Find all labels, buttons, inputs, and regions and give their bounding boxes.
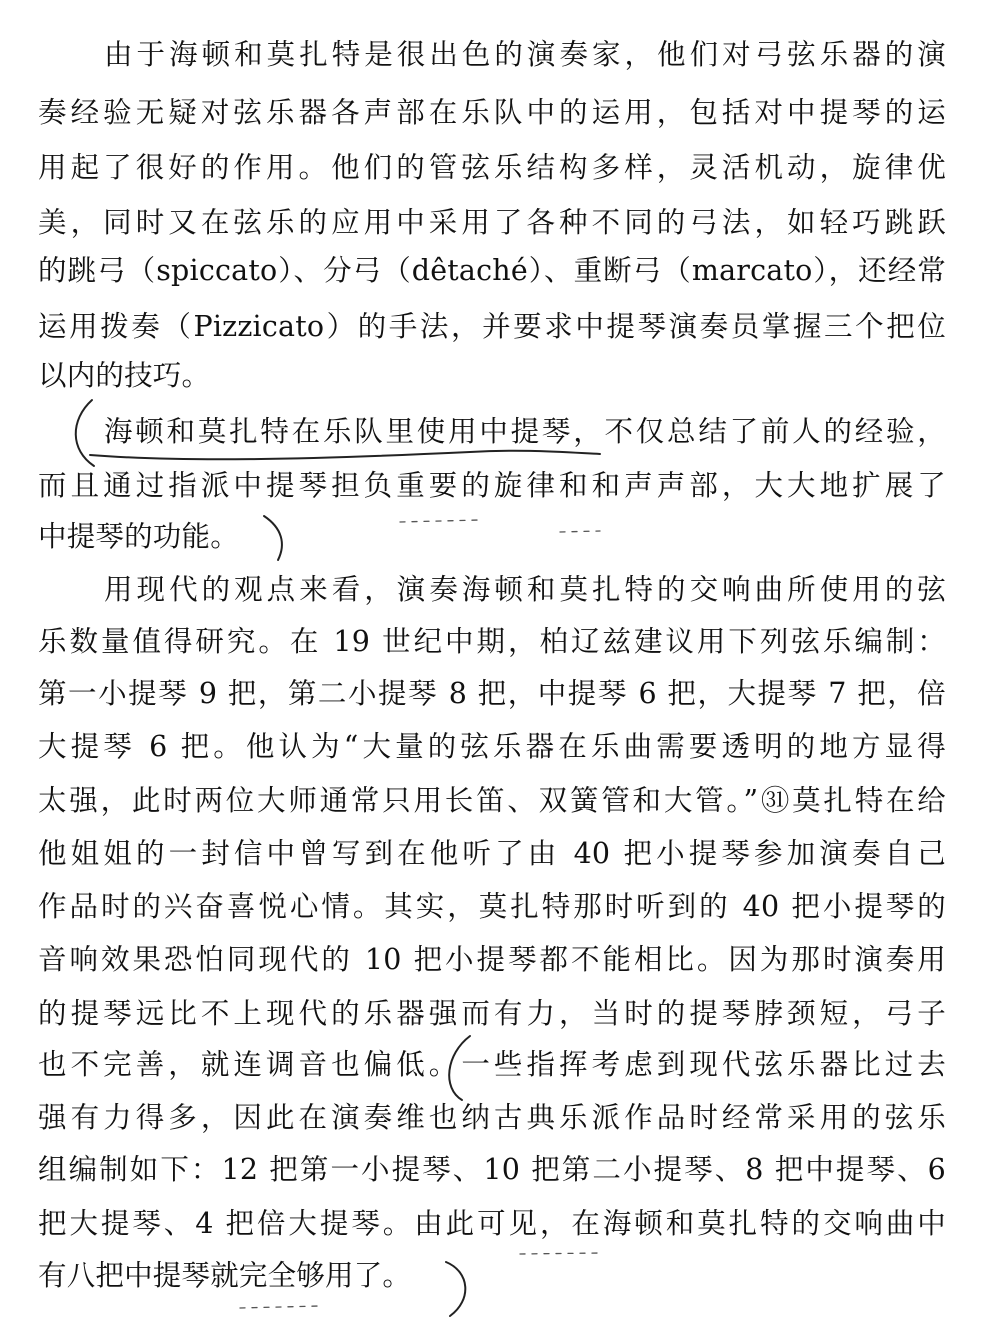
- text-line: 组编制如下：12 把第一小提琴、10 把第二小提琴、8 把中提琴、6: [38, 1153, 946, 1186]
- text-line: 而且通过指派中提琴担负重要的旋律和和声声部，大大地扩展了: [38, 469, 946, 502]
- text-line: 中提琴的功能。: [38, 520, 239, 553]
- text-line: 的提琴远比不上现代的乐器强而有力，当时的提琴脖颈短，弓子: [38, 997, 946, 1030]
- text-line: 的跳弓（spiccato）、分弓（dêtaché）、重断弓（marcato），还经常: [38, 254, 946, 287]
- text-line: 音响效果恐怕同现代的 10 把小提琴都不能相比。因为那时演奏用: [38, 943, 946, 976]
- text-line: 第一小提琴 9 把，第二小提琴 8 把，中提琴 6 把，大提琴 7 把，倍: [38, 677, 946, 710]
- text-line: 海顿和莫扎特在乐队里使用中提琴，不仅总结了前人的经验，: [104, 415, 946, 448]
- text-line: 强有力得多，因此在演奏维也纳古典乐派作品时经常采用的弦乐: [38, 1101, 946, 1134]
- text-line: 他姐姐的一封信中曾写到在他听了由 40 把小提琴参加演奏自己: [38, 837, 946, 870]
- text-line: 太强，此时两位大师通常只用长笛、双簧管和大管。”㉛莫扎特在给: [38, 784, 946, 817]
- text-line: 用现代的观点来看，演奏海顿和莫扎特的交响曲所使用的弦: [104, 573, 946, 606]
- text-line: 把大提琴、4 把倍大提琴。由此可见，在海顿和莫扎特的交响曲中: [38, 1207, 946, 1240]
- text-line: 美，同时又在弦乐的应用中采用了各种不同的弓法，如轻巧跳跃: [38, 206, 946, 239]
- annotation-open-bracket-top: [76, 400, 94, 466]
- text-line: 运用拨奏（Pizzicato）的手法，并要求中提琴演奏员掌握三个把位: [38, 310, 946, 343]
- text-line: 用起了很好的作用。他们的管弦乐结构多样，灵活机动，旋律优: [38, 151, 946, 184]
- text-line: 由于海顿和莫扎特是很出色的演奏家，他们对弓弦乐器的演: [104, 38, 946, 71]
- text-line: 也不完善，就连调音也偏低。一些指挥考虑到现代弦乐器比过去: [38, 1048, 946, 1081]
- text-line: 大提琴 6 把。他认为“大量的弦乐器在乐曲需要透明的地方显得: [38, 730, 946, 763]
- text-line: 有八把中提琴就完全够用了。: [38, 1259, 412, 1292]
- text-line: 乐数量值得研究。在 19 世纪中期，柏辽兹建议用下列弦乐编制：: [38, 625, 946, 658]
- text-line: 奏经验无疑对弦乐器各声部在乐队中的运用，包括对中提琴的运: [38, 96, 946, 129]
- text-line: 以内的技巧。: [38, 359, 211, 392]
- text-line: 作品时的兴奋喜悦心情。其实，莫扎特那时听到的 40 把小提琴的: [38, 890, 946, 923]
